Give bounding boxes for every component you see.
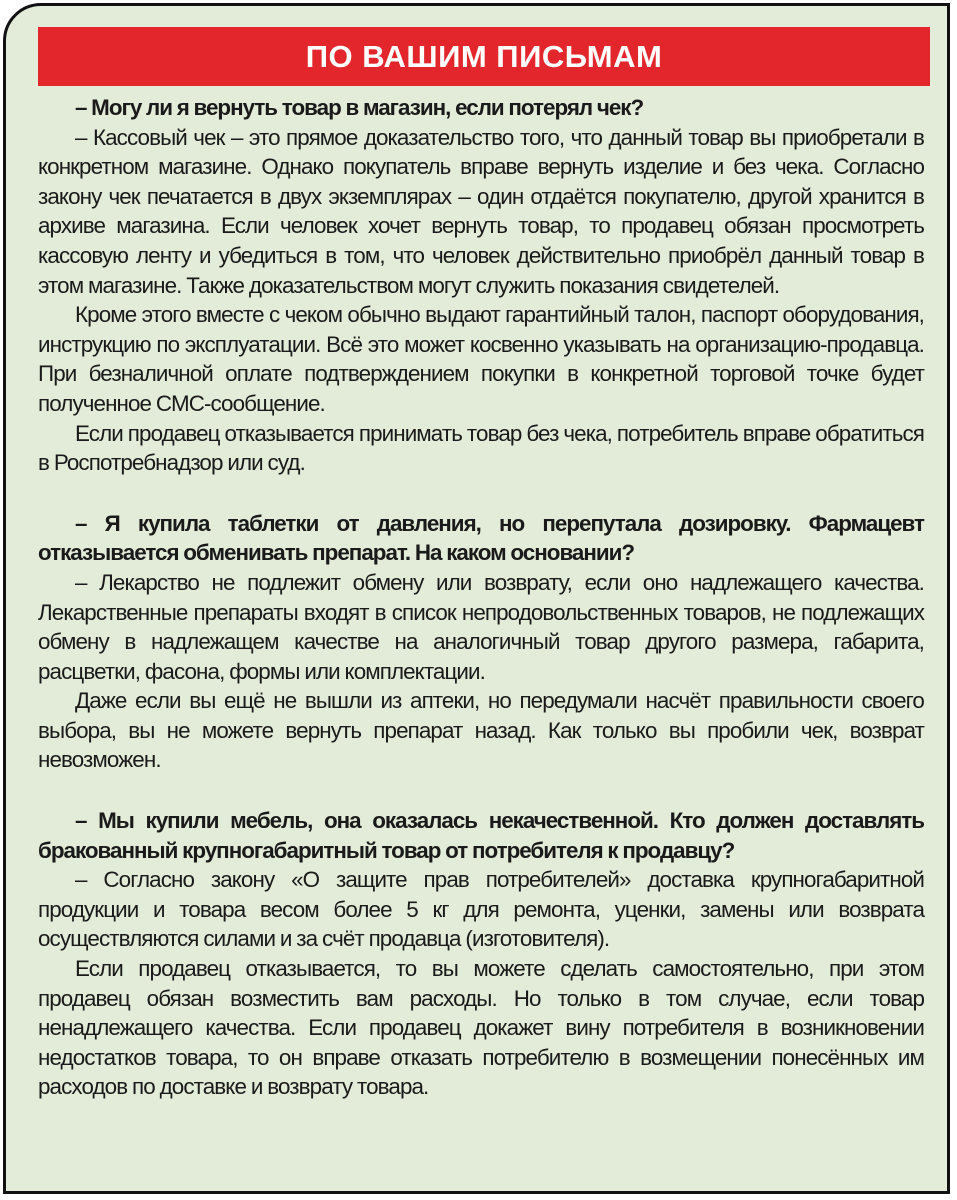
section-gap: [38, 775, 924, 806]
question-1: – Могу ли я вернуть товар в магазин, если потерял чек?: [75, 95, 644, 120]
answer-3-paragraph-2: Если продавец отказывается, то вы можете сделать самостоятельно, при этом продавец обязан возместить вам расходы. Но только в том случае, если товар ненадлежащего качества. Если продавец докажет вину потребителя в возникновении недостатков товара, то он вправе отказать потребителю в возмещении понесённых им расходов по доставке и возврату товара.: [38, 956, 924, 1100]
question-3: – Мы купили мебель, она оказалась некачественной. Кто должен доставлять бракованный крупногабаритный товар от потребителя к продавцу?: [38, 808, 924, 863]
answer-2-paragraph-1: – Лекарство не подлежит обмену или возврату, если оно надлежащего качества. Лекарственные препараты входят в список непродовольственных товаров, не подлежащих обмену в надлежащем качестве на аналогичный товар другого размера, габарита, расцветки, фасона, формы или комплектации.: [38, 569, 924, 684]
article-body: [38, 93, 924, 1102]
section-title: ПО ВАШИМ ПИСЬМАМ: [305, 38, 663, 74]
answer-2-paragraph-2: Даже если вы ещё не вышли из аптеки, но передумали насчёт правильности своего выбора, вы не можете вернуть препарат назад. Как только вы пробили чек, возврат невозможен.: [38, 688, 924, 773]
answer-1-paragraph-1: – Кассовый чек – это прямое доказательство того, что данный товар вы приобретали в конкретном магазине. Однако покупатель вправе вернуть изделие и без чека. Согласно закону чек печатается в двух экземплярах – один отдаётся покупателю, другой хранится в архиве магазина. Если человек хочет вернуть товар, то продавец обязан просмотреть кассовую ленту и убедиться в том, что человек действительно приобрёл данный товар в этом магазине. Также доказательством могут служить показания свидетелей.: [38, 124, 924, 298]
answer-3-paragraph-1: – Согласно закону «О защите прав потребителей» доставка крупногабаритной продукции и товара весом более 5 кг для ремонта, уценки, замены или возврата осуществляются силами и за счёт продавца (изготовителя).: [38, 867, 924, 952]
section-gap: [38, 478, 924, 509]
answer-1-paragraph-2: Кроме этого вместе с чеком обычно выдают гарантийный талон, паспорт оборудования, инструкцию по эксплуатации. Всё это может косвенно указывать на организацию-продавца. При безналичной оплате подтверждением покупки в конкретной торговой точке будет полученное СМС-сообщение.: [38, 302, 924, 416]
answer-1-paragraph-3: Если продавец отказывается принимать товар без чека, потребитель вправе обратиться в Роспотребнадзор или суд.: [38, 420, 924, 476]
question-2: – Я купила таблетки от давления, но перепутала дозировку. Фармацевт отказывается обменивать препарат. На каком основании?: [38, 510, 924, 566]
section-header: [38, 27, 930, 86]
